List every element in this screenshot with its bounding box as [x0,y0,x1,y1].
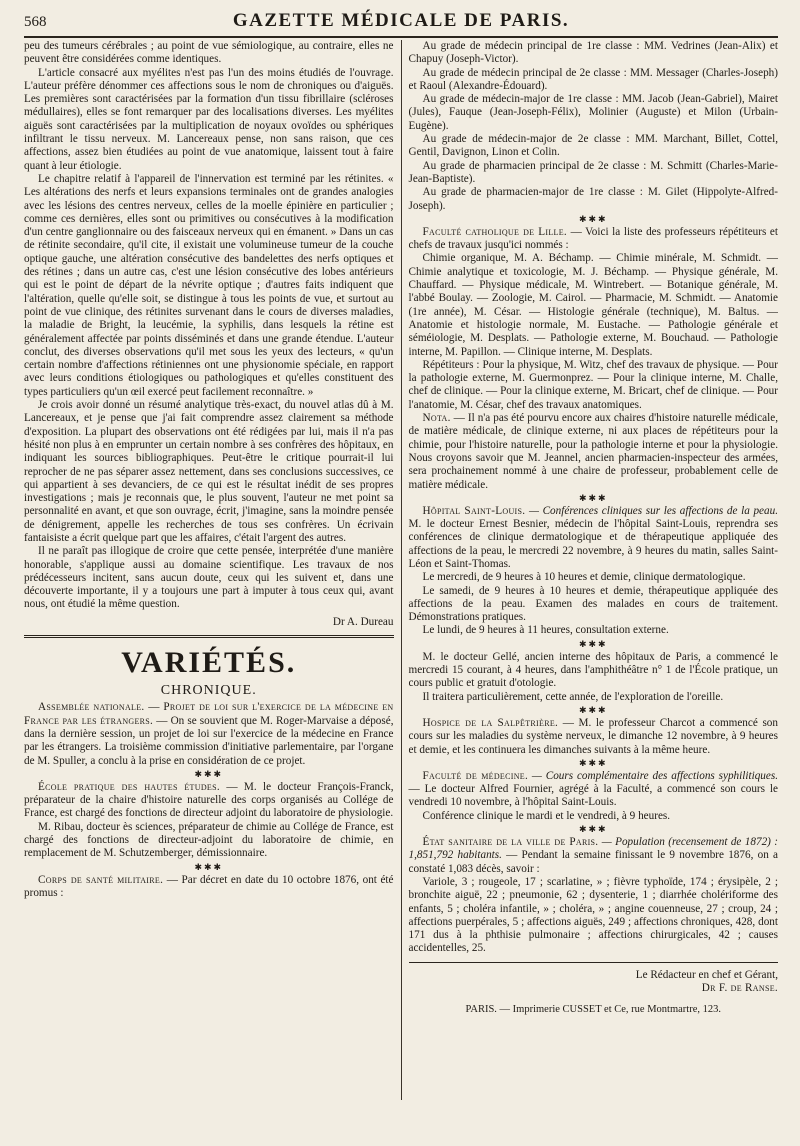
paragraph: Il traitera particulièrement, cette année, de l'exploration de l'oreille. [422,690,724,703]
paragraph: Je crois avoir donné un résumé analytique très-exact, du nouvel atlas dû à M. Lancereaux, et je pense que j'ai fait comprendre assez clairement sa méthode d'exposition. La plupart des observations ont été rédigées par lui, mais il n'a pas hésité non plus à en emprunter un certain nombre à ses confrères des hôpitaux, en indiquant les sources bibliographiques. Peut-être le critique pourrait-il lui reprocher de ne pas séparer assez nettement, dans ses conclusions successives, ce qui appartient à ses devanciers, de ce qui est le résultat inédit de ses propres investigations ; mais je reconnais que, le plus souvent, l'auteur ne met point sa personnalité en avant, et que son ouvrage, écrit, j'imagine, sans la moindre pensée de dénigrement, appelle les recherches de tous ses confrères. Un écrivain fantaisiste a écrit quelque part que les affaires, c'était l'argent des autres. [24,399,394,544]
page-header [24,10,778,32]
running-title: GAZETTE MÉDICALE DE PARIS. [232,10,570,31]
paragraph: M. le docteur Gellé, ancien interne des hôpitaux de Paris, a commencé le mercredi 15 courant, à 4 heures, dans l'amphithéâtre n° 1 de l'École pratique, un cours public et gratuit d'otologie. [408,650,778,690]
paragraph: Le lundi, de 9 heures à 11 heures, consultation externe. [422,624,669,637]
news-item-heading: Faculté catholique de Lille. [422,225,567,238]
news-item-title: — Population (recensement de 1872) : 1,851,792 habitants. [408,836,778,862]
paragraph: Au grade de médecin principal de 1re classe : MM. Vedrines (Jean-Alix) et Chapuy (Joseph-Victor). [408,40,778,66]
closing-rule [409,962,779,963]
paragraph: Le mercredi, de 9 heures à 10 heures et demie, clinique dermatologique. [422,571,746,584]
news-item [409,412,779,492]
news-item-body: M. le docteur Ernest Besnier, médecin de l'hôpital Saint-Louis, reprendra ses conférences de clinique dermatologique et de thérapeutique appliquée des affections de la peau, le mercredi 22 novembre, à 9 heures du matin, salles Saint-Léon et Saint-Thomas. [408,518,778,570]
paragraph: Chimie organique, M. A. Béchamp. — Chimie minérale, M. Schmidt. — Chimie analytique et toxicologie, M. J. Béchamp. — Physique générale, M. Chauffard. — Physique médicale, M. Wintrebert. — Botanique générale, M. l'abbé Boulay. — Zoologie, M. Cairol. — Pharmacie, M. Schmidt. — Anatomie (1re année), M. César. — Histologie générale (technique), M. Baltus. — Anatomie et histologie normale, M. Eustache. — Pathologie générale et séméiologie, M. Desplats. — Pathologie externe, M. Bouchaud. — Pathologie interne, M. Papillon. — Clinique interne, M. Desplats. [408,252,778,358]
news-item-title: — Cours complémentaire des affections syphilitiques. [528,769,778,782]
paragraph: Au grade de médecin principal de 2e classe : MM. Messager (Charles-Joseph) et Raoul (Alexandre-Édouard). [408,66,778,92]
news-item-heading: Assemblée nationale. — Projet de loi sur l'exercice de la médecine en France par les étrangers. [24,701,394,727]
asterism: ✱✱✱ [578,757,608,768]
news-item-heading: Hôpital Saint-Louis. [422,504,526,517]
news-item-heading: État sanitaire de la ville de Paris. [422,836,599,849]
news-item-heading: Hospice de la Salpêtrière. [422,716,559,729]
news-item-heading: Nota. [422,412,451,425]
paragraph: Le chapitre relatif à l'appareil de l'innervation est terminé par les rétinites. « Les altérations des nerfs et leurs expansions terminales ont de grandes analogies avec les lésions des centres nerveux, celles de la moelle épinière en particulier ; comme ces dernières, elles sont ou primitives ou consécutives à la modification d'un centre ganglionnaire ou des faisceaux nerveux qui en émanent. » Dans un cas de rétinite secondaire, qu'il cite, il existait une volumineuse tumeur de la couche optique gauche, une altération consécutive des bandelettes des nerfs optiques et des rétines ; dans un autre cas, c'est une lésion consécutive des lobes antérieurs qui est le point de départ de la névrite optique ; d'autres faits indiquent que l'altération, quelle qu'elle soit, se distingue à tous les points de vue, et surtout au point de vue clinique, des rétinites survenant dans le cours de diverses maladies, la maladie de Bright, la leucémie, la syphilis, dans lesquels la rétine est généralement affectée par points disséminés et dans une grande étendue. L'auteur conclut, des diverses observations qu'il met sous les yeux des lecteurs, « qu'un certain nombre d'affections rétiniennes ont une physionomie spéciale, en rapport avec leurs conditions étiologiques ou pathologiques et qu'elles constituent des types particuliers qu'un œil exercé peut facilement reconnaître. » [24,172,394,398]
paragraph: Au grade de médecin-major de 1re classe : MM. Jacob (Jean-Gabriel), Mairet (Jules), Fauque (Jean-Joseph-Félix), Molinier (Auguste) et Milon (Urbain-Eugène). [408,93,778,132]
paragraph: Répétiteurs : Pour la physique, M. Witz, chef des travaux de physique. — Pour la pathologie externe, M. Guermonprez. — Pour la clinique interne, M. Challe, chef de clinique. — Pour la clinique externe, M. Bricart, chef de clinique. — Pour l'anatomie, M. César, chef des travaux anatomiques. [408,358,778,411]
news-item [409,717,779,757]
editor-name: Dr F. de Ranse. [701,982,778,994]
asterism: ✱✱✱ [194,861,224,872]
news-item [409,505,779,571]
header-rule [24,36,778,38]
printer-imprint: PARIS. — Imprimerie CUSSET et Ce, rue Montmartre, 123. [465,1004,721,1016]
news-item-title: — Conférences cliniques sur les affections de la peau. [525,504,778,517]
news-item [24,701,394,767]
news-item-body: — M. le professeur Charcot a commencé son cours sur les maladies du système nerveux, le dimanche 12 novembre, à 9 heures et demie, et les continuera les dimanches suivants à la même heure. [408,716,778,756]
news-item-body: — Par décret en date du 10 octobre 1876, ont été promus : [24,873,394,899]
paragraph: Il ne paraît pas illogique de croire que cette pensée, interprétée d'une manière honorable, s'applique aussi au domaine scientifique. Les travaux de nos prédécesseurs incitent, sans aucun doute, ceux qui les suivent et, dans une découverte importante, il y a toujours une part à imputer à tous ceux qui, avant nous, ont étudié la même question. [24,545,394,611]
paragraph: Le samedi, de 9 heures à 10 heures et demie, thérapeutique appliquée des affections de la peau. Examen des malades en cours de traitement. Démonstrations pratiques. [408,584,778,624]
paragraph: Au grade de pharmacien principal de 2e classe : M. Schmitt (Charles-Marie-Jean-Baptiste). [408,159,778,185]
news-item [409,226,779,253]
paragraph: M. Ribau, docteur ès sciences, préparateur de chimie au Collége de France, est chargé des fonctions de directeur-adjoint du laboratoire de chimie, en remplacement de M. Schutzemberger, démissionnaire. [24,820,394,860]
page-number: 568 [24,14,47,30]
news-item [409,770,779,810]
subsection-title: CHRONIQUE. [160,683,257,699]
left-column [24,40,401,1100]
section-title: VARIÉTÉS. [121,646,297,680]
news-item-body: — M. le docteur François-Franck, préparateur de la chaire d'histoire naturelle des corps organisés au Collége de France, est chargé des fonctions de directeur adjoint du laboratoire de physiologie. [24,780,394,820]
asterism: ✱✱✱ [194,768,224,779]
right-column [401,40,779,1100]
news-item-body: — Pendant la semaine finissant le 9 novembre 1876, on a constaté 1,083 décès, savoir : [408,849,778,875]
article-signature: Dr A. Dureau [332,615,394,628]
section-divider [24,635,394,638]
paragraph: Conférence clinique le mardi et le vendredi, à 9 heures. [422,809,671,822]
news-item-body: — Voici la liste des professeurs répétiteurs et chefs de travaux jusqu'ici nommés : [408,225,778,252]
asterism: ✱✱✱ [578,213,608,224]
asterism: ✱✱✱ [578,824,608,835]
news-item-body: — Il n'a pas été pourvu encore aux chaires d'histoire naturelle médicale, de matière médicale, de clinique externe, ni aux places de répétiteurs pour la chimie, pour l'histoire naturelle, pour la pathologie interne et pour la physiologie. Nous croyons savoir que M. Jeannel, ancien pharmacien-inspecteur des armées, sera prochainement nommé à une chaire de professeur, probablement celle de matière médicale. [408,412,778,491]
news-item [24,781,394,821]
news-item-heading: Faculté de médecine. [422,769,529,782]
news-item-heading: Corps de santé militaire. [38,873,164,886]
paragraph: Au grade de médecin-major de 2e classe : MM. Marchant, Billet, Cottel, Gentil, Davignon, Linon et Colin. [408,133,778,159]
asterism: ✱✱✱ [578,492,608,503]
news-item-body: — Le docteur Alfred Fournier, agrégé à la Faculté, a commencé son cours le vendredi 10 novembre, à l'hôpital Saint-Louis. [408,783,778,809]
paragraph: Variole, 3 ; rougeole, 17 ; scarlatine, » ; fièvre typhoïde, 174 ; érysipèle, 2 ; bronchite aiguë, 22 ; pneumonie, 62 ; dysenterie, 1 ; diarrhée cholériforme des enfants, 5 ; choléra infantile, » ; choléra, » ; angine couenneuse, 27 ; croup, 24 ; affections puerpérales, 5 ; affections aiguës, 249 ; affections chroniques, 428, dont 171 dus à la phthisie pulmonaire ; affections chirurgicales, 42 ; causes accidentelles, 25. [408,875,778,955]
paragraph: L'article consacré aux myélites n'est pas l'un des moins étudiés de l'ouvrage. L'auteur préfère dénommer ces affections sous le nom de chroniques ou d'aiguës. Les premières sont caractérisées par la formation d'un tissu fibrillaire (scléroses médullaires), elles se font remarquer par des localisations diverses. Les myélites aiguës sont caractérisées par la multiplication de noyaux ovoïdes ou sphériques infiltrant le tissu nerveux. M. Lancereaux pense, non sans raison, que ces affections, assez bien étudiées au point de vue anatomique, laissent tout à faire quant à leur étiologie. [24,66,394,172]
asterism: ✱✱✱ [578,704,608,715]
paragraph: Au grade de pharmacien-major de 1re classe : M. Gilet (Hippolyte-Alfred-Joseph). [408,186,778,212]
news-item-heading: École pratique des hautes études. [38,780,220,793]
editor-title: Le Rédacteur en chef et Gérant, [635,968,778,981]
columns [24,40,778,1100]
news-item [24,874,394,901]
news-item-body: — On se souvient que M. Roger-Marvaise a déposé, dans la dernière session, un projet de loi sur l'exercice de la médecine en France par les étrangers. La troisième commission d'initiative parlementaire, par l'organe de M. Spuller, a conclu à la prise en considération de ce projet. [24,714,394,767]
news-item [409,836,779,876]
paragraph: peu des tumeurs cérébrales ; au point de vue sémiologique, au contraire, elles ne peuvent être considérées comme identiques. [24,40,394,66]
asterism: ✱✱✱ [578,638,608,649]
